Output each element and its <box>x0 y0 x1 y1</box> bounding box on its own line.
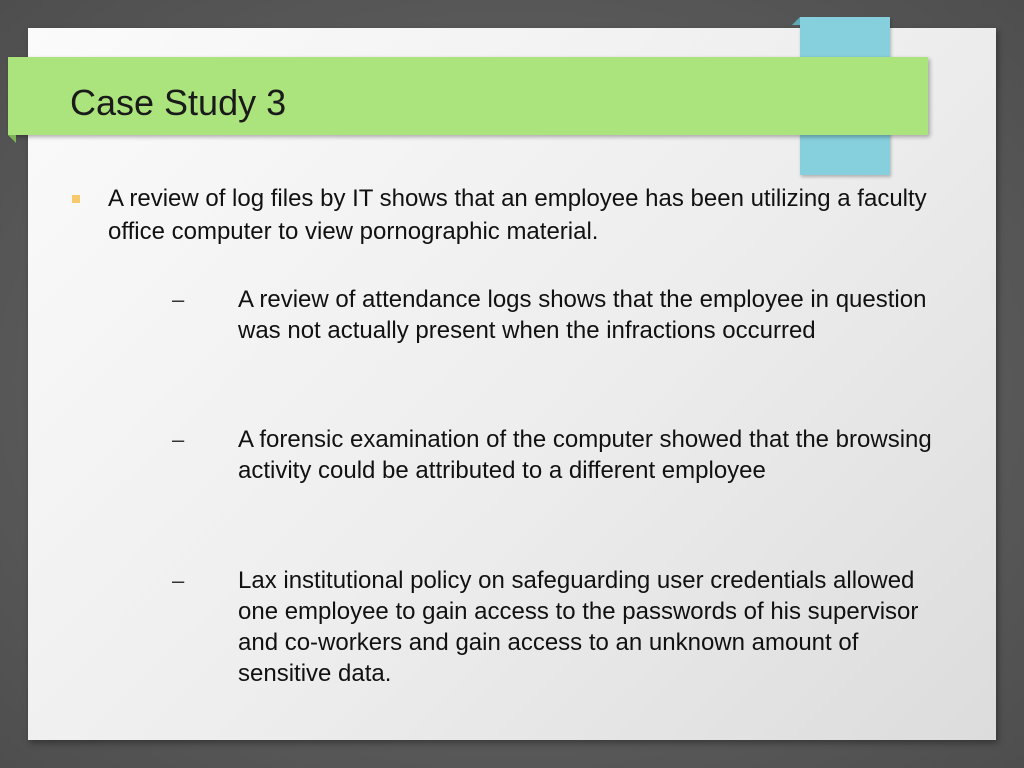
sub-bullet-text: A forensic examination of the computer showed that the browsing activity could be attributed to a different employee <box>238 426 932 484</box>
dash-bullet-icon: – <box>172 427 185 452</box>
dash-bullet-icon: – <box>172 287 185 312</box>
title-bar <box>8 57 928 135</box>
main-bullet-text: A review of log files by IT shows that an employee has been utilizing a faculty office computer to view pornographic material. <box>108 185 927 245</box>
sub-bullet-text: Lax institutional policy on safeguarding user credentials allowed one employee to gain access to the passwords of his supervisor and co-workers and gain access to an unknown amount of sensitive data. <box>238 567 919 687</box>
slide-title: Case Study 3 <box>70 82 287 123</box>
sub-bullet-text: A review of attendance logs shows that the employee in question was not actually present when the infractions occurred <box>238 286 927 344</box>
square-bullet-icon <box>72 195 80 203</box>
dash-bullet-icon: – <box>172 568 185 593</box>
